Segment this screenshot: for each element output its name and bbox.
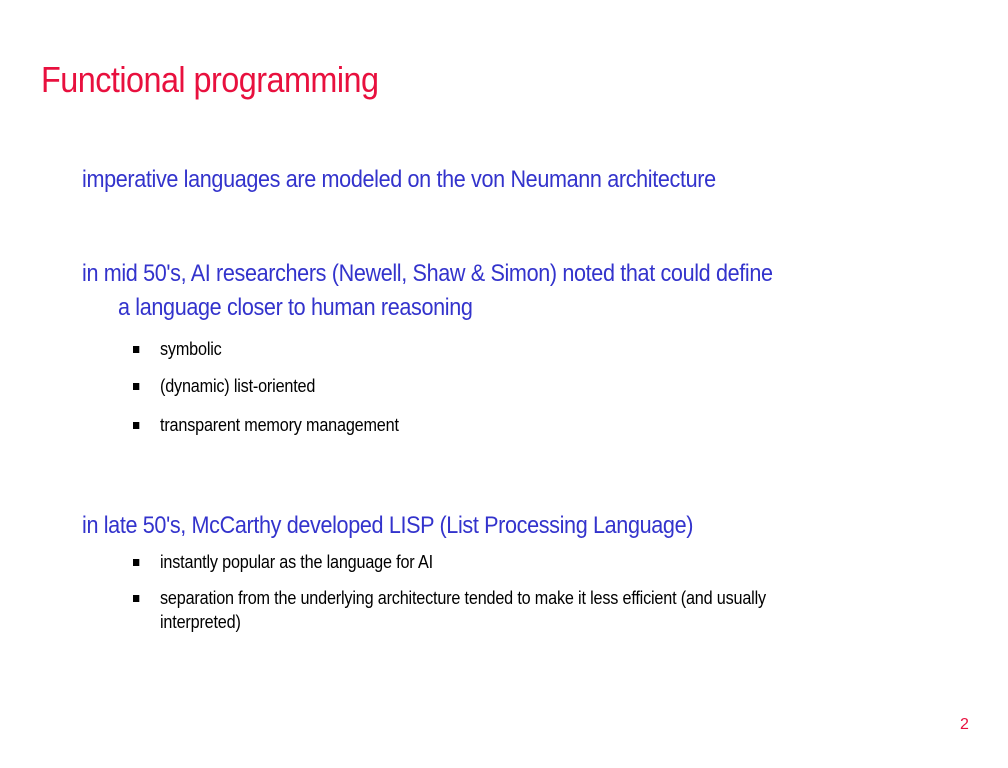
bullet-von-neumann	[82, 163, 716, 197]
sub-bullet-text: (dynamic) list-oriented	[160, 376, 316, 396]
sub-bullet-list-oriented	[133, 374, 315, 398]
sub-bullet-symbolic	[133, 337, 222, 361]
sub-bullet-popular-ai	[133, 550, 433, 574]
page-number: 2	[960, 716, 969, 733]
bullet-text-line-1: in mid 50's, AI researchers (Newell, Shaw & Simon) noted that could define	[82, 260, 773, 287]
bullet-text: in late 50's, McCarthy developed LISP (List Processing Language)	[82, 512, 694, 539]
sub-bullet-text: symbolic	[160, 339, 222, 359]
bullet-ai-researchers	[82, 257, 773, 325]
sub-bullet-separation	[133, 586, 766, 634]
bullet-text: imperative languages are modeled on the von Neumann architecture	[82, 166, 716, 193]
bullet-lisp	[82, 509, 693, 543]
square-bullet-icon	[133, 422, 139, 429]
sub-bullet-text: transparent memory management	[160, 415, 399, 435]
bullet-text-line-2: a language closer to human reasoning	[118, 294, 473, 321]
square-bullet-icon	[133, 559, 139, 566]
slide-title: Functional programming	[41, 59, 379, 100]
sub-bullet-text-line-1: separation from the underlying architecture tended to make it less efficient (and usually	[160, 588, 766, 608]
sub-bullet-memory-management	[133, 413, 399, 437]
sub-bullet-text-line-2: interpreted)	[160, 612, 241, 632]
square-bullet-icon	[133, 595, 139, 602]
square-bullet-icon	[133, 346, 139, 353]
square-bullet-icon	[133, 383, 139, 390]
sub-bullet-text: instantly popular as the language for AI	[160, 552, 433, 572]
